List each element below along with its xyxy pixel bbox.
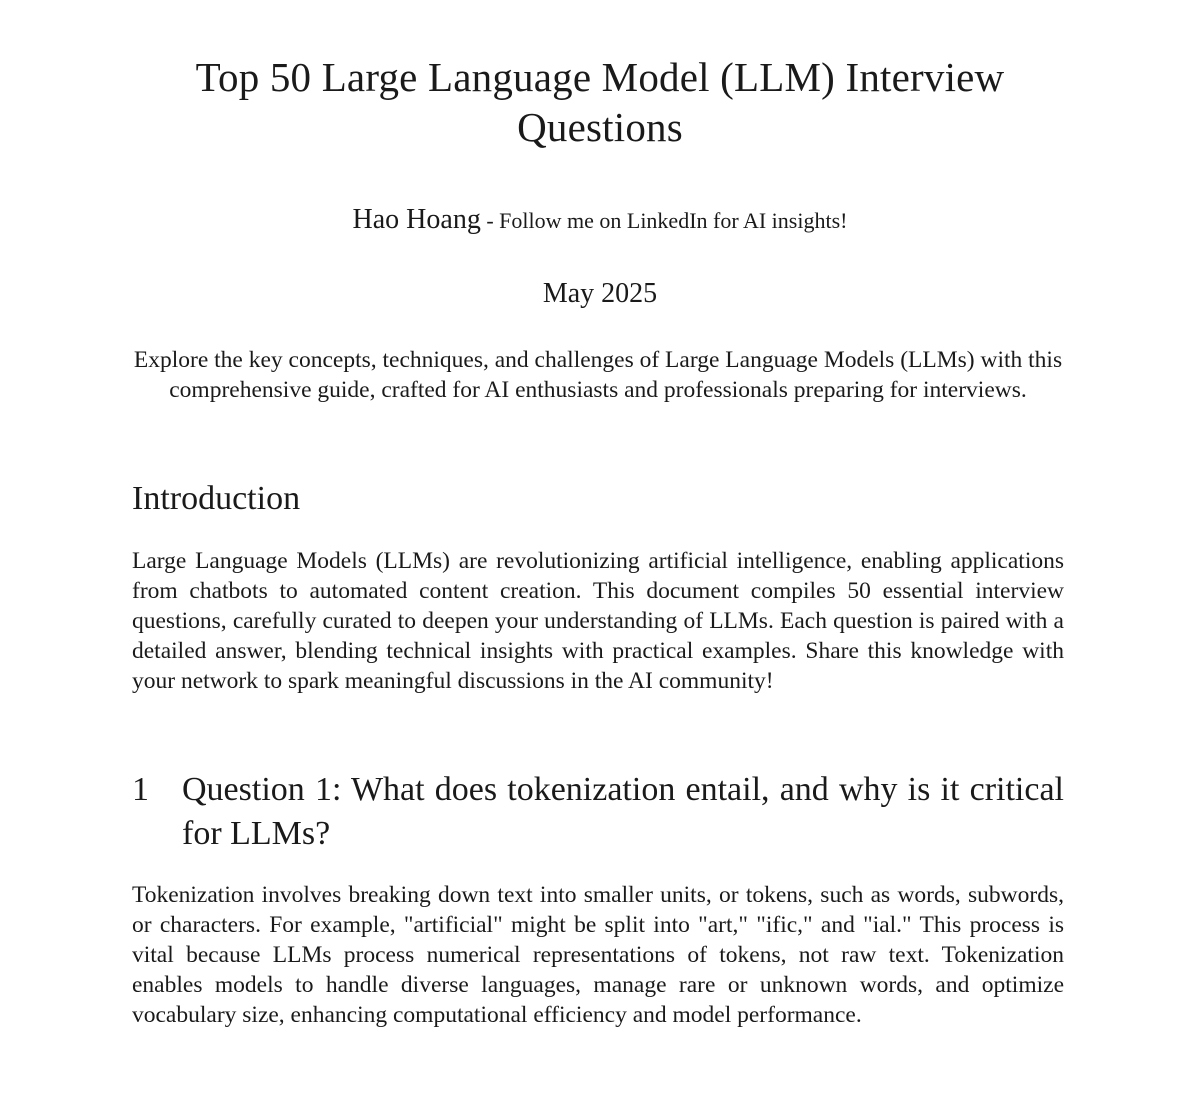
introduction-body: Large Language Models (LLMs) are revolutionizing artificial intelligence, enabling applications from chatbots to automated content creation. This document compiles 50 essential interview questions, carefully curated to deepen your understanding of LLMs. Each question is paired with a detailed answer, blending technical insights with practical examples. Share this knowledge with your network to spark meaningful discussions in the AI community! (132, 548, 1064, 694)
author-name: Hao Hoang (352, 204, 481, 235)
section-title: Question 1: What does tokenization entail, and why is it critical for LLMs? (182, 771, 1064, 852)
introduction-heading: Introduction (132, 480, 301, 517)
abstract: Explore the key concepts, techniques, and challenges of Large Language Models (LLMs) with this comprehensive guide, crafted for AI enthusiasts and professionals preparing for interviews. (133, 347, 1063, 403)
section-number: 1 (132, 771, 149, 808)
section-body: Tokenization involves breaking down text into smaller units, or tokens, such as words, subwords, or characters. For example, "artificial" might be split into "art," "ific," and "ial." This process is vital because LLMs process numerical representations of tokens, not raw text. Tokenization enables models to handle diverse languages, manage rare or unknown words, and optimize vocabulary size, enhancing computational efficiency and model performance. (132, 882, 1064, 1028)
section-heading (132, 768, 1064, 856)
author-tagline: Follow me on LinkedIn for AI insights! (499, 208, 848, 233)
document-date: May 2025 (542, 278, 658, 309)
author-separator: - (480, 208, 500, 233)
document-title: Top 50 Large Language Model (LLM) Interview Questions (195, 54, 1005, 150)
author-line (150, 203, 1050, 241)
